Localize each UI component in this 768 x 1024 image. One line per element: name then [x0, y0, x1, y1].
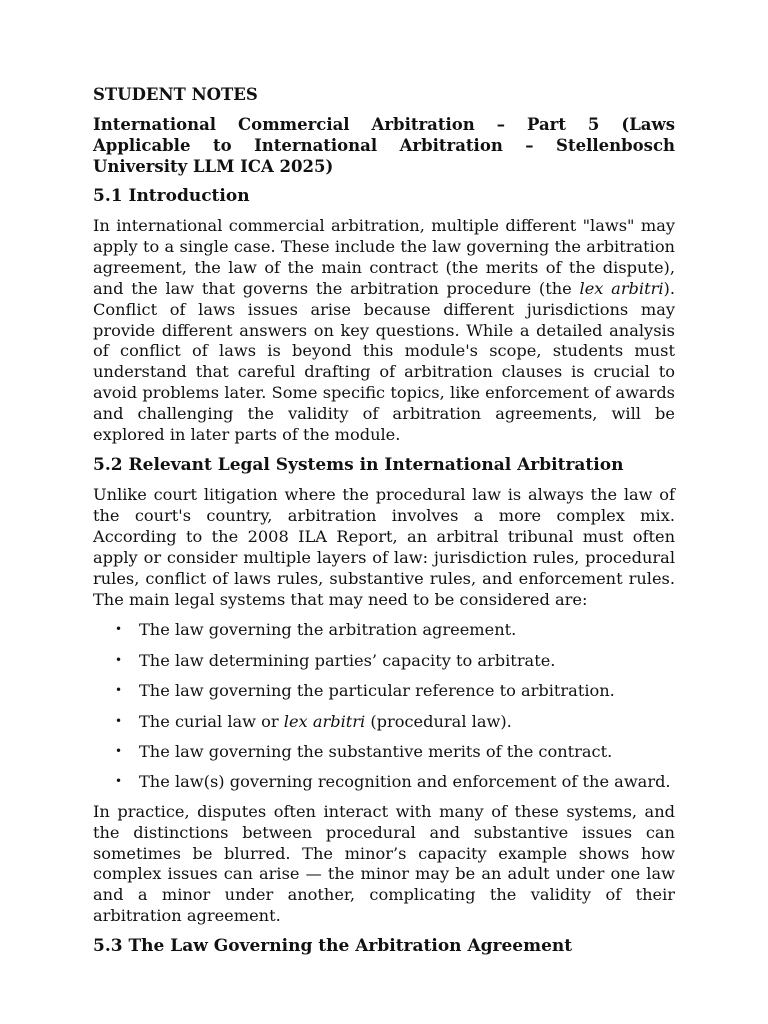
- list-item-text: The law governing the arbitration agreement.: [139, 620, 517, 640]
- list-item-text: The law determining parties’ capacity to arbitrate.: [139, 650, 556, 670]
- section-heading-5-2: 5.2 Relevant Legal Systems in International Arbitration: [93, 454, 624, 475]
- paragraph-text: In international commercial arbitration, multiple different "laws" may apply to a single case. These include the law governing the arbitration agreement, the law of the main contract (the merits of the dispute), and the law that governs the arbitration procedure (the: [93, 216, 675, 298]
- bullet-icon: •: [115, 622, 123, 637]
- document-title: International Commercial Arbitration – Part 5 (Laws Applicable to International Arbitration – Stellenbosch University LLM ICA 2025): [93, 115, 675, 176]
- list-item: [93, 650, 675, 671]
- bullet-icon: •: [115, 683, 123, 698]
- list-item: [93, 619, 675, 640]
- section-5-2-paragraph-1: Unlike court litigation where the procedural law is always the law of the court's country, arbitration involves a more complex mix. According to the 2008 ILA Report, an arbitral tribunal must often apply or consider multiple layers of law: jurisdiction rules, procedural rules, conflict of laws rules, substantive rules, and enforcement rules. The main legal systems that may need to be considered are:: [93, 484, 675, 609]
- bullet-icon: •: [115, 713, 123, 728]
- section-5-2-paragraph-2: In practice, disputes often interact with many of these systems, and the distinctions between procedural and substantive issues can sometimes be blurred. The minor’s capacity example shows how complex issues can arise — the minor may be an adult under one law and a minor under another, complicating the validity of their arbitration agreement.: [93, 801, 675, 926]
- legal-systems-list: [93, 619, 675, 792]
- paragraph-emphasis: lex arbitri: [579, 278, 664, 298]
- list-item-text: The curial law or: [139, 711, 284, 731]
- document-label: STUDENT NOTES: [93, 85, 258, 104]
- list-item-text: The law(s) governing recognition and enforcement of the award.: [139, 772, 671, 792]
- section-5-1-paragraph: [93, 216, 675, 446]
- bullet-icon: •: [115, 652, 123, 667]
- document-page: [93, 84, 675, 966]
- section-heading-5-3: 5.3 The Law Governing the Arbitration Agreement: [93, 936, 573, 957]
- list-item-text: (procedural law).: [365, 711, 512, 731]
- list-item: [93, 741, 675, 762]
- bullet-icon: •: [115, 743, 123, 758]
- list-item: [93, 711, 675, 732]
- section-heading-5-1: 5.1 Introduction: [93, 186, 250, 206]
- list-item-text: The law governing the particular reference to arbitration.: [139, 681, 615, 701]
- paragraph-text: ). Conflict of laws issues arise because different jurisdictions may provide different answers on key questions. While a detailed analysis of conflict of laws is beyond this module's scope, students must understand that careful drafting of arbitration clauses is crucial to avoid problems later. Some specific topics, like enforcement of awards and challenging the validity of arbitration agreements, will be explored in later parts of the module.: [93, 278, 675, 445]
- list-item-emphasis: lex arbitri: [283, 711, 366, 731]
- list-item: [93, 680, 675, 701]
- bullet-icon: •: [115, 774, 123, 789]
- list-item: [93, 771, 675, 792]
- list-item-text: The law governing the substantive merits of the contract.: [139, 741, 613, 761]
